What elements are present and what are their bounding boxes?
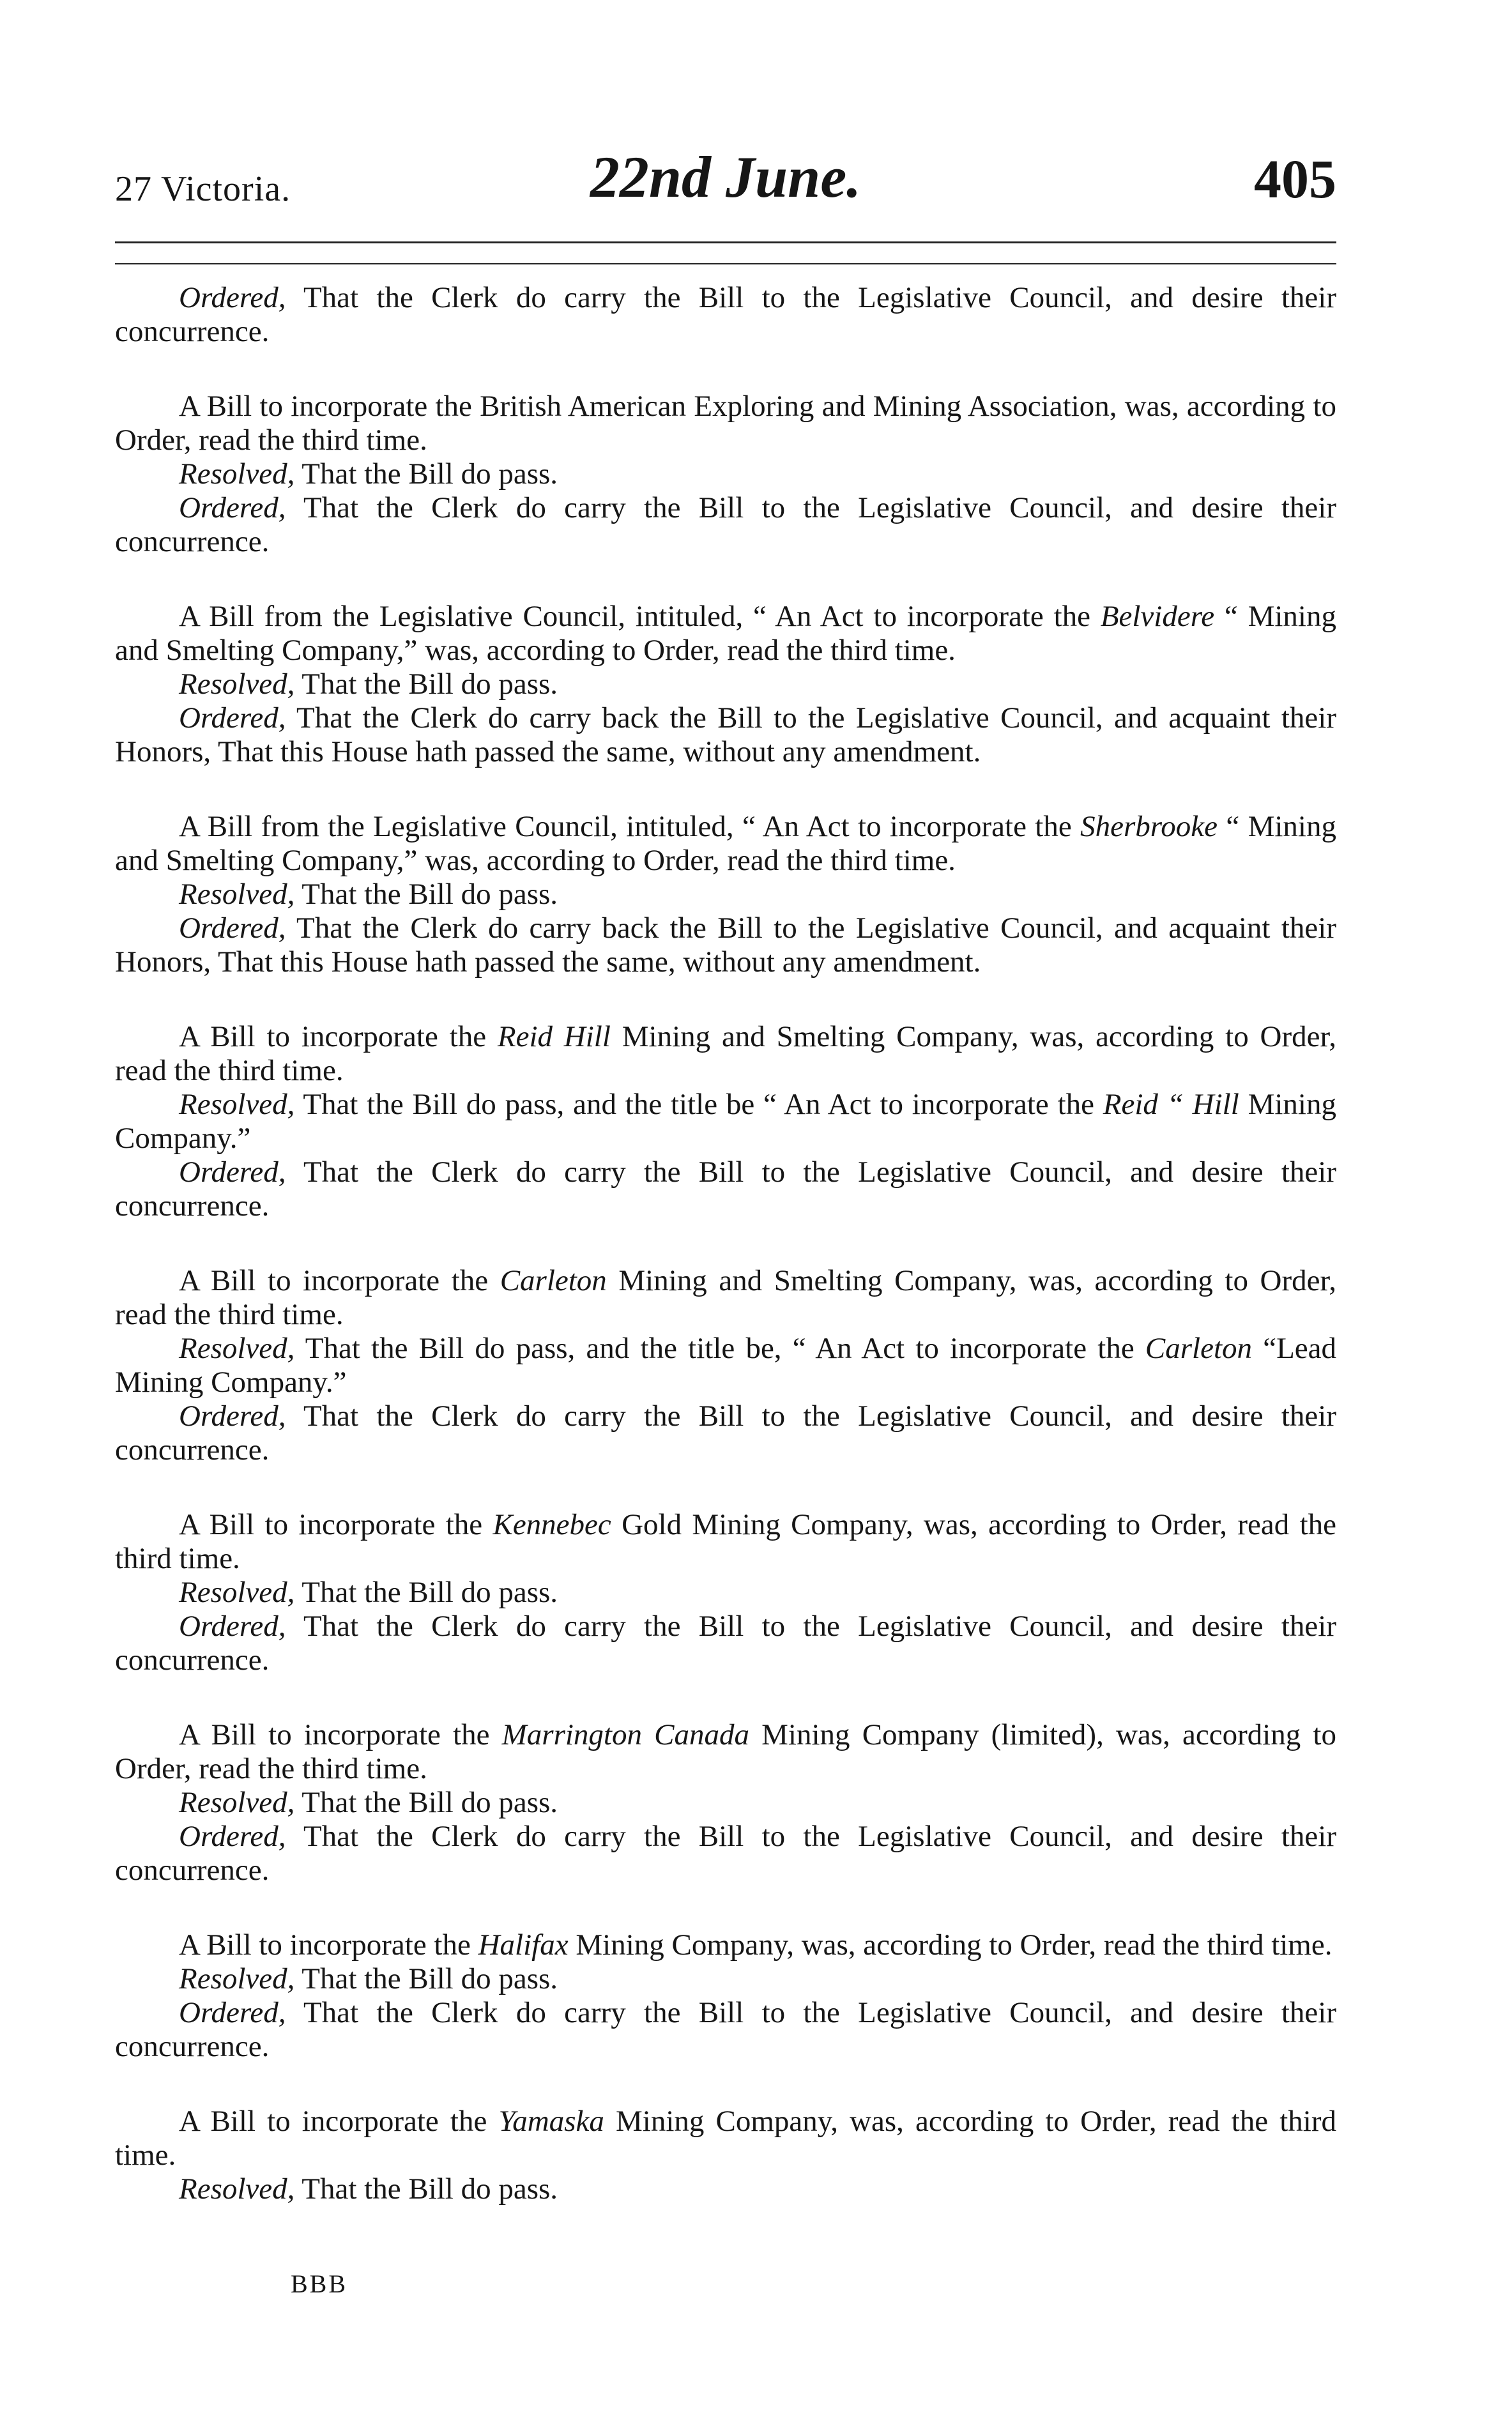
resolved-text: That the Bill do pass. <box>294 457 558 491</box>
resolved-text-pre: That the Bill do pass, and the title be, “ An Act to incorporate the <box>294 1332 1145 1365</box>
resolved-line <box>115 457 1336 491</box>
ordered-line <box>115 911 1336 979</box>
bill-text-pre: A Bill to incorporate the <box>179 2105 499 2138</box>
resolved-line <box>115 1332 1336 1399</box>
ordered-label: Ordered, <box>179 491 286 524</box>
resolved-label: Resolved, <box>179 1088 295 1121</box>
ordered-label: Ordered, <box>179 1399 286 1433</box>
company-name: Kennebec <box>493 1508 611 1541</box>
header-regnal-year: 27 Victoria. <box>115 169 291 209</box>
resolved-line <box>115 1088 1336 1155</box>
entry-8 <box>115 1928 1336 2064</box>
resolved-text-post: “Lead Mining Company.” <box>115 1332 1337 1399</box>
journal-body <box>115 281 1336 2247</box>
company-name: Halifax <box>478 1928 569 1962</box>
ordered-label: Ordered, <box>179 1610 286 1643</box>
resolved-label: Resolved, <box>179 2172 295 2206</box>
bill-paragraph <box>115 600 1336 667</box>
header-date: 22nd June. <box>590 144 862 210</box>
ordered-line <box>115 1820 1336 1887</box>
resolved-label: Resolved, <box>179 1332 295 1365</box>
ordered-text: That the Clerk do carry the Bill to the Legislative Council, and desire their concurrence. <box>115 281 1336 348</box>
resolved-text: That the Bill do pass. <box>294 1786 558 1819</box>
resolved-label: Resolved, <box>179 457 295 491</box>
ordered-text: That the Clerk do carry back the Bill to the Legislative Council, and acquaint their Honors, That this House hath passed the same, without any amendment. <box>115 701 1336 768</box>
ordered-label: Ordered, <box>179 911 286 945</box>
resolved-text-post: Mining Company.” <box>115 1088 1336 1155</box>
ordered-line <box>115 491 1336 559</box>
bill-paragraph <box>115 1928 1336 1962</box>
bill-paragraph <box>115 1264 1336 1332</box>
resolved-line <box>115 1962 1336 1996</box>
bill-paragraph <box>115 1718 1336 1786</box>
ordered-label: Ordered, <box>179 1155 286 1189</box>
resolved-line <box>115 2172 1336 2206</box>
resolved-text: That the Bill do pass. <box>294 2172 558 2206</box>
bill-text-post: Gold Mining Company, was, according to Order, read the third time. <box>115 1508 1336 1575</box>
bill-paragraph <box>115 1508 1336 1576</box>
entry-9 <box>115 2105 1336 2206</box>
ordered-line <box>115 1155 1336 1223</box>
bill-text-post: “ Mining and Smelting Company,” was, according to Order, read the third time. <box>115 600 1336 667</box>
resolved-label: Resolved, <box>179 878 295 911</box>
resolved-line <box>115 1576 1336 1610</box>
bill-text-pre: A Bill to incorporate the <box>179 1928 478 1962</box>
ordered-line <box>115 1610 1336 1677</box>
resolved-text-pre: That the Bill do pass, and the title be “ An Act to incorporate the <box>294 1088 1103 1121</box>
resolved-line <box>115 667 1336 701</box>
ordered-label: Ordered, <box>179 1820 286 1853</box>
header-rule-bottom <box>115 263 1336 264</box>
company-name: Marrington Canada <box>501 1718 749 1751</box>
bill-text-post: “ Mining and Smelting Company,” was, according to Order, read the third time. <box>115 810 1336 877</box>
ordered-line <box>115 701 1336 769</box>
company-name: Yamaska <box>498 2105 604 2138</box>
bill-text-post: Mining and Smelting Company, was, according to Order, read the third time. <box>115 1020 1336 1087</box>
ordered-line <box>115 1399 1336 1467</box>
resolved-text: That the Bill do pass. <box>294 1576 558 1609</box>
entry-2 <box>115 600 1336 769</box>
entry-3 <box>115 810 1336 979</box>
resolved-text: That the Bill do pass. <box>294 878 558 911</box>
resolved-text: That the Bill do pass. <box>294 1962 558 1995</box>
entry-5 <box>115 1264 1336 1467</box>
signature-mark: BBB <box>291 2269 348 2298</box>
ordered-text: That the Clerk do carry the Bill to the Legislative Council, and desire their concurrence. <box>115 1399 1336 1467</box>
company-name: Sherbrooke <box>1080 810 1218 843</box>
ordered-text: That the Clerk do carry the Bill to the Legislative Council, and desire their concurrence. <box>115 1820 1336 1887</box>
page-number: 405 <box>1254 148 1336 210</box>
bill-text-pre: A Bill from the Legislative Council, intituled, “ An Act to incorporate the <box>179 810 1081 843</box>
bill-text-pre: A Bill to incorporate the <box>179 1020 498 1053</box>
bill-text-post: Mining and Smelting Company, was, according to Order, read the third time. <box>115 1264 1336 1331</box>
bill-text-post: Mining Company (limited), was, according to Order, read the third time. <box>115 1718 1336 1785</box>
bill-text-pre: A Bill to incorporate the <box>179 1508 493 1541</box>
ordered-text: That the Clerk do carry the Bill to the Legislative Council, and desire their concurrence. <box>115 1155 1336 1223</box>
resolved-line <box>115 878 1336 911</box>
company-name: Carleton <box>500 1264 607 1297</box>
bill-paragraph <box>115 2105 1336 2172</box>
ordered-label: Ordered, <box>179 281 286 314</box>
ordered-text: That the Clerk do carry the Bill to the Legislative Council, and desire their concurrence. <box>115 1610 1336 1677</box>
entry-4 <box>115 1020 1336 1223</box>
entry-6 <box>115 1508 1336 1677</box>
ordered-label: Ordered, <box>179 701 286 735</box>
ordered-label: Ordered, <box>179 1996 286 2029</box>
ordered-text: That the Clerk do carry the Bill to the Legislative Council, and desire their concurrence. <box>115 1996 1336 2063</box>
bill-text-post: Mining Company, was, according to Order, read the third time. <box>568 1928 1333 1962</box>
title-company-name: Carleton <box>1145 1332 1253 1365</box>
company-name: Reid Hill <box>497 1020 611 1053</box>
bill-paragraph <box>115 810 1336 878</box>
resolved-text: That the Bill do pass. <box>294 667 558 701</box>
entry-1 <box>115 390 1336 559</box>
header-rule-top <box>115 241 1336 243</box>
entry-7 <box>115 1718 1336 1887</box>
bill-text-pre: A Bill from the Legislative Council, intituled, “ An Act to incorporate the <box>179 600 1101 633</box>
ordered-text: That the Clerk do carry the Bill to the Legislative Council, and desire their concurrence. <box>115 491 1336 558</box>
resolved-label: Resolved, <box>179 1576 295 1609</box>
title-company-name: Reid “ Hill <box>1103 1088 1239 1121</box>
bill-paragraph <box>115 1020 1336 1088</box>
resolved-label: Resolved, <box>179 1786 295 1819</box>
bill-text-pre: A Bill to incorporate the <box>179 1264 500 1297</box>
bill-text-pre: A Bill to incorporate the <box>179 1718 502 1751</box>
resolved-line <box>115 1786 1336 1820</box>
running-header <box>115 146 1336 216</box>
bill-paragraph: A Bill to incorporate the British American Exploring and Mining Association, was, according to Order, read the third time. <box>115 390 1336 457</box>
resolved-label: Resolved, <box>179 1962 295 1995</box>
entry-0 <box>115 281 1336 349</box>
ordered-line <box>115 281 1336 349</box>
bill-text-post: Mining Company, was, according to Order, read the third time. <box>115 2105 1336 2172</box>
resolved-label: Resolved, <box>179 667 295 701</box>
ordered-line <box>115 1996 1336 2064</box>
company-name: Belvidere <box>1100 600 1215 633</box>
ordered-text: That the Clerk do carry back the Bill to the Legislative Council, and acquaint their Honors, That this House hath passed the same, without any amendment. <box>115 911 1336 979</box>
